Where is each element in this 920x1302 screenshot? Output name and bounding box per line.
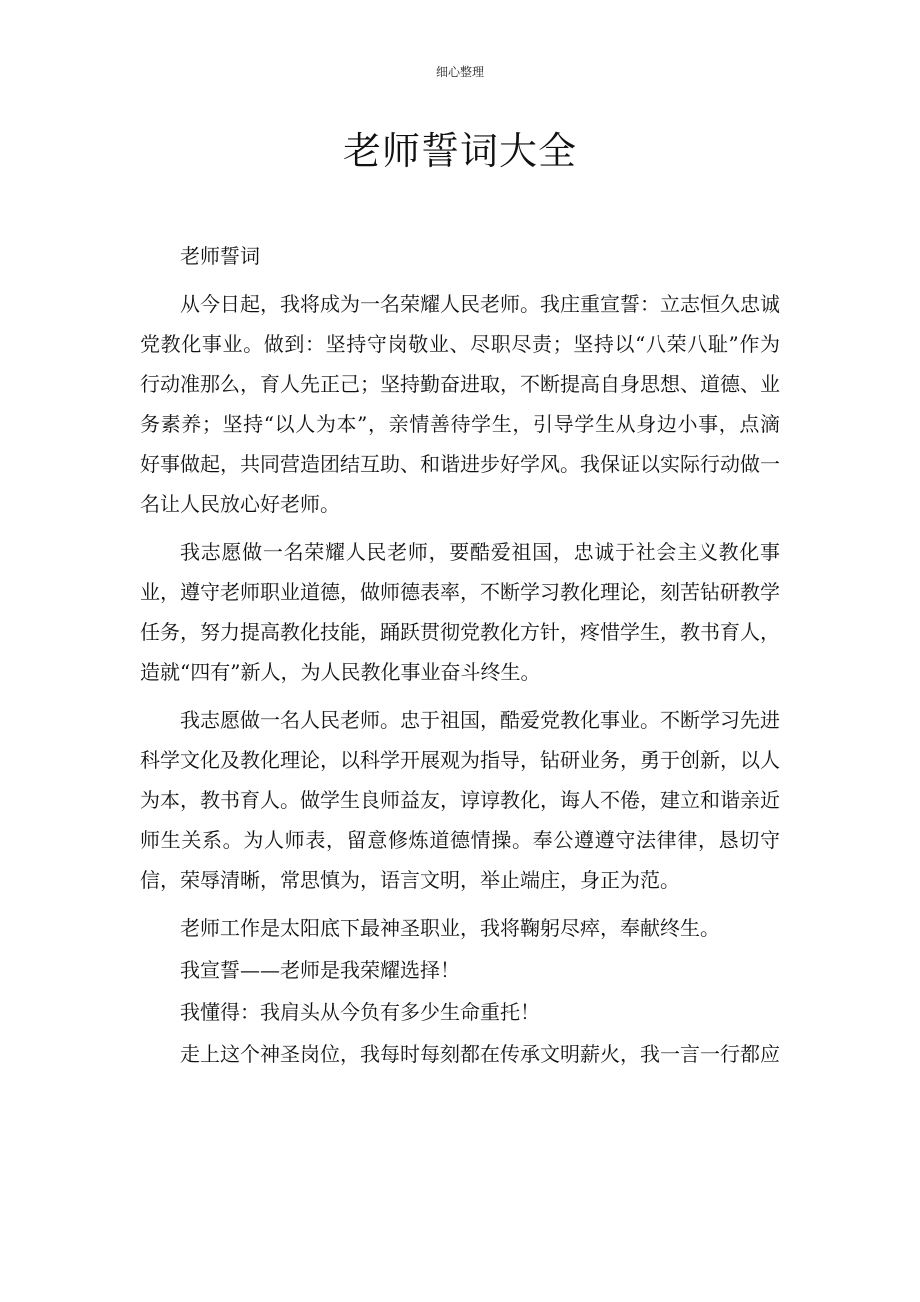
document-body — [140, 236, 780, 1074]
paragraph: 走上这个神圣岗位，我每时每刻都在传承文明薪火，我一言一行都应 — [180, 1042, 780, 1066]
page-header: 细心整理 — [435, 65, 484, 79]
paragraph: 老师工作是太阳底下最神圣职业，我将鞠躬尽瘁，奉献终生。 — [180, 916, 720, 940]
document-title: 老师誓词大全 — [342, 129, 577, 173]
section-heading: 老师誓词 — [180, 244, 260, 268]
paragraph: 我志愿做一名人民老师。忠于祖国，酷爱党教化事业。不断学习先进科学文化及教化理论，以科学开展观为指导，钻研业务，勇于创新，以人为本，教书育人。做学生良师益友，谆谆教化，诲人不倦，建立和谐亲近师生关系。为人师表，留意修炼道德情操。奉公遵遵守法律律，恳切守信，荣辱清晰，常思慎为，语言文明，举止端庄，身正为范。 — [140, 708, 780, 892]
paragraph: 我宣誓——老师是我荣耀选择！ — [180, 958, 460, 982]
paragraph: 从今日起，我将成为一名荣耀人民老师。我庄重宣誓：立志恒久忠诚党教化事业。做到：坚持守岗敬业、尽职尽责；坚持以“八荣八耻”作为行动准那么，育人先正己；坚持勤奋进取，不断提高自身思想、道德、业务素养；坚持“以人为本”，亲情善待学生，引导学生从身边小事，点滴好事做起，共同营造团结互助、和谐进步好学风。我保证以实际行动做一名让人民放心好老师。 — [140, 292, 780, 516]
paragraph: 我志愿做一名荣耀人民老师，要酷爱祖国，忠诚于社会主义教化事业，遵守老师职业道德，做师德表率，不断学习教化理论，刻苦钻研教学任务，努力提高教化技能，踊跃贯彻党教化方针，疼惜学生，教书育人，造就“四有”新人，为人民教化事业奋斗终生。 — [140, 540, 780, 684]
paragraph: 我懂得：我肩头从今负有多少生命重托！ — [180, 1000, 540, 1024]
